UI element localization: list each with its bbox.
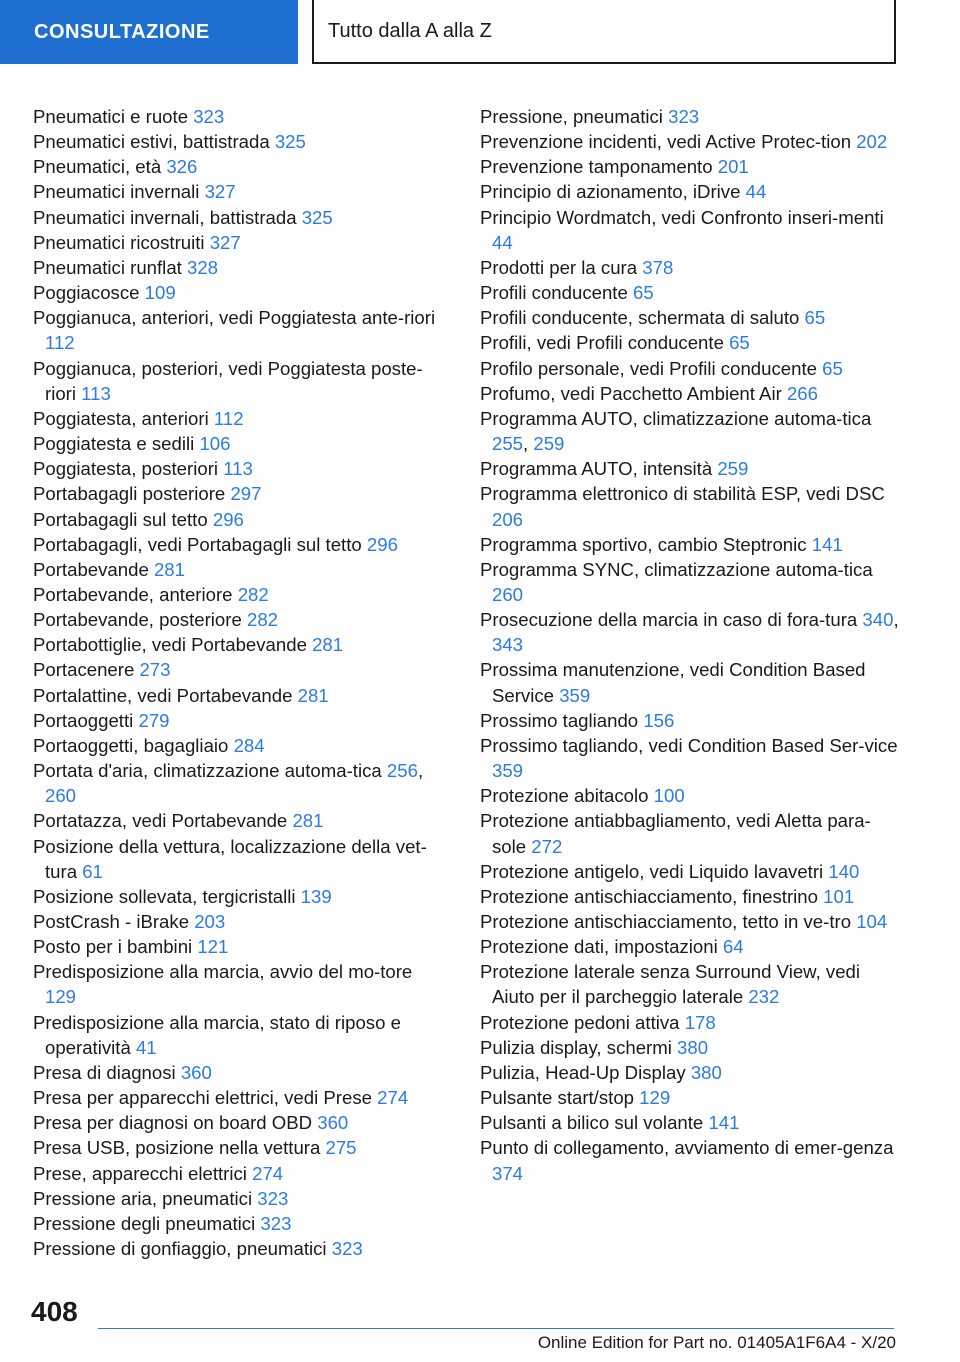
index-entry-text: Posto per i bambini [33, 936, 193, 958]
index-entry [480, 280, 900, 305]
page-link[interactable]: 65 [822, 357, 843, 379]
index-entry [480, 808, 900, 858]
index-entry [480, 959, 900, 1009]
page-link[interactable]: 325 [274, 131, 306, 153]
index-entry-text: Prossimo tagliando [480, 709, 639, 731]
index-entry [33, 557, 448, 582]
page-link[interactable]: 282 [246, 609, 279, 631]
page-link[interactable]: 101 [823, 885, 855, 907]
index-entry-text: Portabottiglie, vedi Portabevande [33, 634, 307, 656]
page-link[interactable]: 323 [668, 106, 700, 127]
index-entry [33, 1161, 448, 1186]
index-entry [480, 783, 900, 808]
index-entry-text: Pressione di gonfiaggio, pneumatici [33, 1238, 327, 1260]
index-entry-text: Poggianuca, posteriori, vedi Poggiatesta poste‐riori [33, 357, 423, 404]
index-entry-text: Punto di collegamento, avviamento di emer‐genza [480, 1137, 894, 1159]
page-link[interactable]: 323 [331, 1238, 363, 1260]
index-entry-text: Poggiatesta e sedili [33, 433, 195, 455]
index-entry [33, 154, 448, 179]
index-entry [33, 834, 448, 884]
index-entry-text: Pressione degli pneumatici [33, 1212, 256, 1234]
index-entry [480, 255, 900, 280]
index-entry-text: Portaoggetti [33, 709, 134, 731]
index-entry-text: PostCrash - iBrake [33, 911, 190, 932]
index-entry [33, 129, 448, 154]
index-entry [33, 683, 448, 708]
page-link[interactable]: 323 [257, 1187, 289, 1209]
index-entry [33, 431, 448, 456]
index-entry [33, 205, 448, 230]
page-link[interactable]: 109 [144, 282, 176, 304]
index-entry-text: Portabevande [33, 558, 149, 580]
page-link[interactable]: 256 [386, 760, 418, 782]
page-link[interactable]: 141 [708, 1112, 740, 1134]
page-link[interactable]: 260 [45, 785, 77, 807]
index-entry [480, 456, 900, 481]
index-entry-text: Pressione aria, pneumatici [33, 1187, 253, 1209]
index-entry [33, 959, 448, 1009]
index-entry-text: Presa USB, posizione nella vettura [33, 1137, 321, 1159]
index-entry [480, 1135, 900, 1185]
page-link[interactable]: 112 [213, 407, 244, 429]
page-link[interactable]: 202 [856, 131, 888, 153]
index-entry-text: Protezione antischiacciamento, finestrino [480, 885, 818, 907]
page-link[interactable]: 266 [786, 382, 818, 404]
footer-edition-text: Online Edition for Part no. 01405A1F6A4 - X/20 [537, 1333, 896, 1352]
index-entry [33, 1211, 448, 1236]
index-entry-text: Profili, vedi Profili conducente [480, 332, 724, 354]
page-link[interactable]: 380 [677, 1036, 709, 1058]
page-link[interactable]: 44 [745, 181, 767, 203]
index-entry-text: Portacenere [33, 659, 135, 681]
page-link[interactable]: 104 [856, 911, 888, 932]
page-link[interactable]: 296 [366, 533, 398, 555]
index-entry-text: Predisposizione alla marcia, avvio del mo‐tore [33, 961, 413, 983]
page-link[interactable]: 374 [492, 1162, 524, 1184]
page-link[interactable]: 323 [260, 1212, 292, 1234]
page-link[interactable]: 340 [862, 609, 894, 631]
index-entry-text: Profilo personale, vedi Profili conducente [480, 357, 817, 379]
index-entry-text: Pulizia, Head-Up Display [480, 1061, 686, 1083]
page-link[interactable]: 378 [642, 256, 674, 278]
page-link[interactable]: 327 [204, 181, 236, 203]
index-entry-text: Portaoggetti, bagagliaio [33, 734, 229, 756]
index-entry-text: Protezione laterale senza Surround View, vedi Aiuto per il parcheggio laterale [480, 961, 861, 1008]
index-entry [480, 381, 900, 406]
index-entry-text: Presa di diagnosi [33, 1061, 176, 1083]
index-entry-text: Pneumatici ricostruiti [33, 231, 205, 253]
page-link[interactable]: 284 [233, 734, 265, 756]
index-entry-text: Poggiatesta, anteriori [33, 407, 209, 429]
index-entry-text: Presa per diagnosi on board OBD [33, 1112, 313, 1134]
index-entry [480, 305, 900, 330]
page-link[interactable]: 282 [237, 583, 269, 605]
index-column-right [480, 104, 900, 1186]
index-entry-text: Posizione sollevata, tergicristalli [33, 885, 296, 907]
page-link[interactable]: 279 [138, 709, 170, 731]
page-link[interactable]: 201 [717, 156, 749, 178]
page-link[interactable]: 359 [559, 684, 591, 706]
page-link[interactable]: 139 [300, 885, 332, 907]
page-link[interactable]: 113 [81, 382, 111, 404]
chapter-title: Tutto dalla A alla Z [328, 19, 492, 42]
index-entry [480, 154, 900, 179]
index-entry-text: Prese, apparecchi elettrici [33, 1162, 247, 1184]
index-entry-text: Portatazza, vedi Portabevande [33, 810, 288, 832]
index-entry [480, 1010, 900, 1035]
index-entry [480, 481, 900, 531]
index-entry-text: Protezione abitacolo [480, 785, 649, 807]
index-entry-text: Programma sportivo, cambio Steptronic [480, 533, 807, 555]
page-link[interactable]: 281 [312, 634, 344, 656]
index-entry-text: Portata d'aria, climatizzazione automa‐tica [33, 760, 382, 782]
index-entry-text: Prossimo tagliando, vedi Condition Based Ser‐vice [480, 734, 898, 756]
index-entry [33, 657, 448, 682]
index-entry-text: Pulsante start/stop [480, 1087, 634, 1109]
index-entry-text: Protezione antiabbagliamento, vedi Aletta para‐sole [480, 810, 871, 857]
index-entry-text: Programma elettronico di stabilità ESP, vedi DSC [480, 483, 885, 505]
index-entry [33, 909, 448, 934]
index-entry [480, 129, 900, 154]
index-entry-text: Programma AUTO, intensità [480, 458, 713, 480]
index-entry-text: Prosecuzione della marcia in caso di fora‐tura [480, 609, 858, 631]
index-entry [480, 1060, 900, 1085]
index-entry-text: Posizione della vettura, localizzazione della vet‐tura [33, 835, 427, 882]
index-entry [480, 657, 900, 707]
page-link[interactable]: 328 [187, 256, 219, 278]
page-link[interactable]: 106 [199, 433, 231, 455]
chapter-title-box [312, 0, 896, 64]
index-entry-text: Protezione dati, impostazioni [480, 936, 718, 958]
section-tab[interactable]: CONSULTAZIONE [0, 0, 298, 64]
page-link[interactable]: 259 [533, 433, 565, 455]
index-entry-text: Profumo, vedi Pacchetto Ambient Air [480, 382, 782, 404]
page-link[interactable]: 203 [194, 911, 226, 932]
page-link[interactable]: 44 [492, 231, 513, 253]
index-entry-text: Programma SYNC, climatizzazione automa‐tica [480, 558, 873, 580]
page-link[interactable]: 112 [45, 332, 75, 354]
page-link[interactable]: 272 [531, 835, 563, 857]
index-entry [480, 909, 900, 934]
page-link[interactable]: 281 [153, 558, 185, 580]
index-entry [33, 582, 448, 607]
index-entry [33, 1186, 448, 1211]
index-entry [33, 104, 448, 129]
page-link[interactable]: 232 [748, 986, 780, 1008]
index-entry [33, 532, 448, 557]
index-entry-text: Portabevande, posteriore [33, 609, 242, 631]
page-link[interactable]: 64 [722, 936, 744, 958]
page-link[interactable]: 260 [492, 583, 524, 605]
page-number: 408 [31, 1296, 78, 1327]
index-entry: Programma AUTO, climatizzazione automa‐tica 255, 259 [480, 407, 872, 455]
index-entry [480, 1035, 900, 1060]
index-entry-text: Pneumatici invernali [33, 181, 200, 203]
page-link[interactable]: 178 [684, 1011, 716, 1033]
page-link[interactable]: 259 [717, 458, 749, 480]
page-link[interactable]: 360 [317, 1112, 349, 1134]
index-entry [33, 708, 448, 733]
index-entry-text: Profili conducente [480, 282, 628, 304]
page-link[interactable]: 65 [632, 282, 654, 304]
index-entry-text: Protezione antigelo, vedi Liquido lavavetri [480, 860, 824, 882]
page-link[interactable]: 359 [492, 760, 524, 782]
page-link[interactable]: 325 [301, 206, 333, 228]
index-entry [480, 708, 900, 733]
index-entry [480, 934, 900, 959]
index-entry-text: Prodotti per la cura [480, 256, 638, 278]
page-link[interactable]: 129 [639, 1087, 671, 1109]
index-entry [33, 1236, 448, 1261]
index-entry [480, 356, 900, 381]
index-entry-text: Protezione pedoni attiva [480, 1011, 680, 1033]
index-entry-text: Portalattine, vedi Portabevande [33, 684, 293, 706]
index-entry [33, 230, 448, 255]
index-entry-text: Pneumatici runflat [33, 256, 182, 278]
page-link[interactable]: 65 [729, 332, 750, 354]
index-entry-text: Pulsanti a bilico sul volante [480, 1112, 704, 1134]
page-link[interactable]: 380 [690, 1061, 722, 1083]
index-entry: Prosecuzione della marcia in caso di fora‐tura 340, 343 [480, 609, 899, 656]
index-entry [480, 859, 900, 884]
index-entry [33, 1110, 448, 1135]
index-entry [480, 205, 900, 255]
index-entry [33, 1010, 448, 1060]
index-entry-text: Portabevande, anteriore [33, 583, 233, 605]
index-entry-text: Predisposizione alla marcia, stato di riposo e operatività [33, 1011, 401, 1058]
page-link[interactable]: 141 [811, 533, 843, 555]
index-entry [480, 1085, 900, 1110]
index-entry [33, 607, 448, 632]
index-entry-text: Principio Wordmatch, vedi Confronto inseri‐menti [480, 206, 884, 228]
index-entry [480, 179, 900, 204]
index-entry-text: Programma AUTO, climatizzazione automa‐tica [480, 407, 872, 429]
page-link[interactable]: 41 [135, 1036, 157, 1058]
index-entry [33, 356, 448, 406]
page-link[interactable]: 273 [139, 659, 171, 681]
page-link[interactable]: 281 [292, 810, 324, 832]
index-entry-text: Portabagagli posteriore [33, 483, 226, 505]
index-entry-text: Pneumatici e ruote [33, 106, 189, 127]
page-link[interactable]: 129 [45, 986, 77, 1008]
index-entry-text: Prevenzione tamponamento [480, 156, 713, 178]
page-link[interactable]: 255 [492, 433, 524, 455]
index-entry [33, 808, 448, 833]
index-entry-text: Pneumatici estivi, battistrada [33, 131, 270, 153]
index-entry-text: Prossima manutenzione, vedi Condition Based Service [480, 659, 866, 706]
page-link[interactable]: 343 [492, 634, 524, 656]
index-entry [33, 934, 448, 959]
page-link[interactable]: 121 [197, 936, 229, 958]
page-link[interactable]: 281 [297, 684, 329, 706]
page-link[interactable]: 156 [643, 709, 675, 731]
index-entry-text: Pneumatici invernali, battistrada [33, 206, 297, 228]
page-link[interactable]: 323 [193, 106, 225, 127]
index-entry [33, 406, 448, 431]
index-entry: Portata d'aria, climatizzazione automa‐tica 256, 260 [33, 760, 424, 807]
page-link[interactable]: 296 [212, 508, 244, 530]
index-entry-text: Presa per apparecchi elettrici, vedi Prese [33, 1087, 372, 1109]
index-entry-text: Pressione, pneumatici [480, 106, 663, 127]
index-entry [33, 1060, 448, 1085]
index-entry [480, 884, 900, 909]
index-entry-text: Portabagagli sul tetto [33, 508, 208, 530]
index-entry [33, 1135, 448, 1160]
index-entry [33, 456, 448, 481]
page-link[interactable]: 326 [166, 156, 198, 178]
index-entry-text: Pneumatici, età [33, 156, 162, 178]
index-entry [33, 305, 448, 355]
index-entry-text: Poggiacosce [33, 282, 140, 304]
index-entry [480, 330, 900, 355]
footer-divider [98, 1328, 894, 1329]
page-link[interactable]: 274 [377, 1087, 409, 1109]
page-link[interactable]: 327 [209, 231, 241, 253]
index-entry [33, 1085, 448, 1110]
page-link[interactable]: 274 [252, 1162, 284, 1184]
index-entry [33, 481, 448, 506]
page-link[interactable]: 65 [804, 307, 826, 329]
index-entry-text: Portabagagli, vedi Portabagagli sul tetto [33, 533, 362, 555]
index-entry-text: Principio di azionamento, iDrive [480, 181, 741, 203]
index-entry [33, 632, 448, 657]
index-entry [33, 733, 448, 758]
index-entry [33, 280, 448, 305]
index-entry [480, 1110, 900, 1135]
index-entry-text: Profili conducente, schermata di saluto [480, 307, 800, 329]
index-entry-text: Protezione antischiacciamento, tetto in ve‐tro [480, 911, 852, 932]
page-link[interactable]: 140 [828, 860, 860, 882]
index-entry [33, 255, 448, 280]
index-entry-text: Pulizia display, schermi [480, 1036, 672, 1058]
index-entry [480, 532, 900, 557]
index-entry-text: Prevenzione incidenti, vedi Active Protec‐tion [480, 131, 852, 153]
index-entry [33, 884, 448, 909]
page-link[interactable]: 360 [180, 1061, 212, 1083]
index-entry-text: Poggianuca, anteriori, vedi Poggiatesta ante‐riori [33, 307, 436, 329]
page-link[interactable]: 61 [82, 860, 103, 882]
index-entry [33, 507, 448, 532]
index-entry [33, 179, 448, 204]
index-column-left [33, 104, 448, 1261]
page-link[interactable]: 206 [492, 508, 524, 530]
index-entry [480, 557, 900, 607]
index-entry [480, 104, 900, 129]
page-link[interactable]: 113 [223, 458, 253, 480]
page-link[interactable]: 100 [653, 785, 685, 807]
index-entry [480, 733, 900, 783]
page-link[interactable]: 297 [230, 483, 262, 505]
index-entry-text: Poggiatesta, posteriori [33, 458, 219, 480]
page-link[interactable]: 275 [325, 1137, 357, 1159]
